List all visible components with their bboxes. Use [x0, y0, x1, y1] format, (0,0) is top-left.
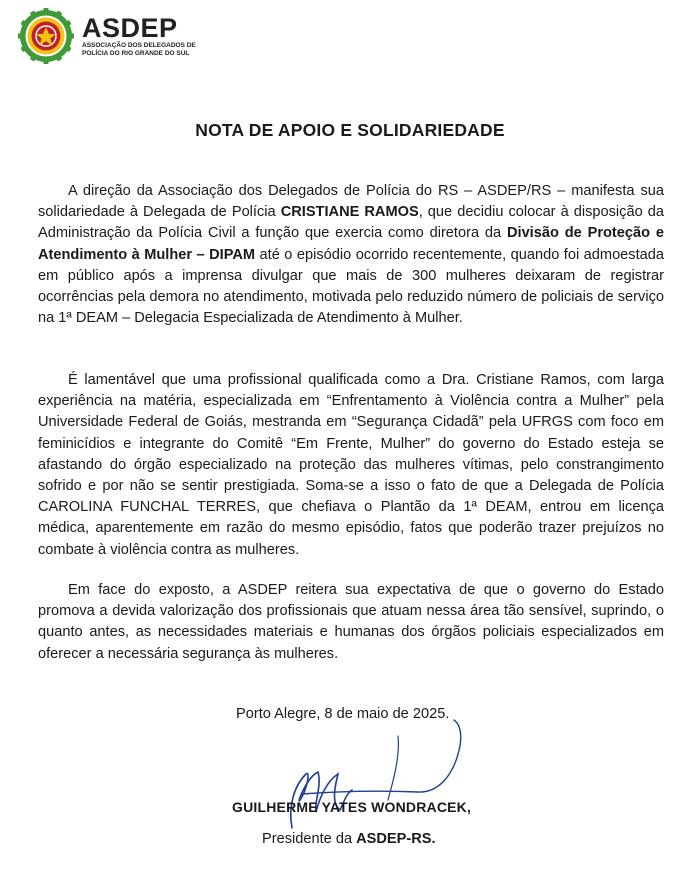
paragraph-3-text: Em face do exposto, a ASDEP reitera sua expectativa de que o governo do Estado promova a devida valorização dos profissionais que atuam nessa área tão sensível, suprindo, o quanto antes, as necessidades materiais e humanas dos órgãos policiais especializados em oferecer a necessária segurança às mulheres.: [38, 582, 664, 662]
org-subtitle-line1: ASSOCIAÇÃO DOS DELEGADOS DE: [82, 42, 196, 49]
signer-role-prefix: Presidente da: [262, 831, 357, 847]
date-line: Porto Alegre, 8 de maio de 2025.: [236, 706, 450, 722]
signer-role: [262, 831, 436, 847]
org-name: ASDEP: [82, 13, 178, 43]
paragraph-1-text-b: , que decidiu colocar à disposição da Administração da Polícia Civil a função que exercia como diretora da: [38, 204, 664, 242]
paragraph-1-text-a: A direção da Associação dos Delegados de Polícia do RS – ASDEP/RS – manifesta sua solidariedade à Delegada de Polícia: [38, 183, 664, 221]
handwritten-signature: [248, 716, 468, 836]
document-title: NOTA DE APOIO E SOLIDARIEDADE: [195, 120, 505, 140]
letterhead: [18, 8, 278, 70]
asdep-seal-icon: [18, 8, 74, 64]
highlight-dipam: Divisão de Proteção e Atendimento à Mulher – DIPAM: [38, 225, 664, 263]
highlight-name-cristiane: CRISTIANE RAMOS: [280, 204, 419, 221]
paragraph-2-text: É lamentável que uma profissional qualificada como a Dra. Cristiane Ramos, com larga experiência na matéria, especializada em “Enfrentamento à Violência contra a Mulher” pela Universidade Federal de Goiás, mestranda em “Segurança Cidadã” pela UFRGS com foco em feminicídios e integrante do Comitê “Em Frente, Mulher” do governo do Estado esteja se afastando do órgão especializado na proteção das mulheres vítimas, pelo constrangimento sofrido e por não se sentir prestigiada. Soma-se a isso o fato de que a Delegada de Polícia CAROLINA FUNCHAL TERRES, que chefiava o Plantão da 1ª DEAM, entrou em licença médica, aparentemente em razão do mesmo episódio, fatos que poderão trazer prejuízos no combate à violência contra as mulheres.: [38, 372, 664, 558]
signer-role-org: ASDEP-RS.: [356, 831, 436, 847]
paragraph-1-text-c: até o episódio ocorrido recentemente, quando foi admoestada em público após a imprensa divulgar que mais de 300 mulheres deixaram de registrar ocorrências pela demora no atendimento, motivada pelo reduzido número de policiais de serviço na 1ª DEAM – Delegacia Especializada de Atendimento à Mulher.: [38, 246, 664, 327]
paragraph-3: [38, 580, 664, 665]
paragraph-2: [38, 370, 664, 561]
brand-block: [82, 14, 196, 58]
org-subtitle-line2: POLÍCIA DO RIO GRANDE DO SUL: [82, 50, 190, 57]
signer-name: GUILHERME YATES WONDRACEK,: [232, 799, 472, 815]
paragraph-1: [38, 181, 664, 329]
